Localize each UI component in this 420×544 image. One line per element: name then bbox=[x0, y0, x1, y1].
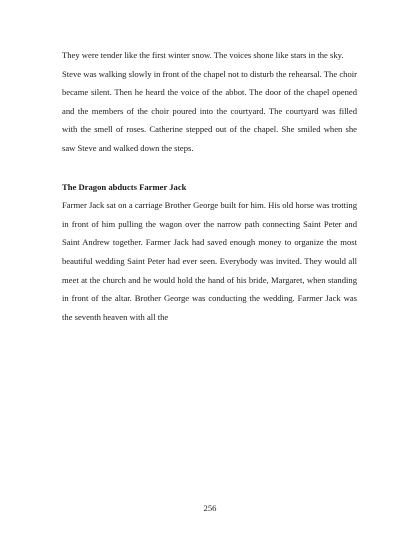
page-number: 256 bbox=[203, 503, 217, 513]
section-heading: The Dragon abducts Farmer Jack bbox=[62, 181, 187, 192]
paragraph-tender-voices: They were tender like the first winter snow. The voices shone like stars in the sky. bbox=[62, 50, 344, 60]
paragraph-steve-chapel: Steve was walking slowly in front of the chapel not to disturb the rehearsal. The choir became silent. Then he heard the voice of the abbot. The door of the chapel opened and the members of the choir poured into the courtyard. The courtyard was filled with the smell of roses. Catherine stepped out of the chapel. She smiled when she saw Steve and walked down the steps. bbox=[62, 68, 357, 153]
body-text bbox=[62, 46, 357, 326]
paragraph-farmer-jack: Farmer Jack sat on a carriage Brother George built for him. His old horse was trotting in front of him pulling the wagon over the narrow path connecting Saint Peter and Saint Andrew together. Farmer Jack had saved enough money to organize the most beautiful wedding Saint Peter had ever seen. Everybody was invited. They would all meet at the church and he would hold the hand of his bride, Margaret, when standing in front of the altar. Brother George was conducting the wedding. Farmer Jack was the seventh heaven with all the bbox=[62, 200, 357, 322]
section-spacer bbox=[62, 158, 357, 178]
